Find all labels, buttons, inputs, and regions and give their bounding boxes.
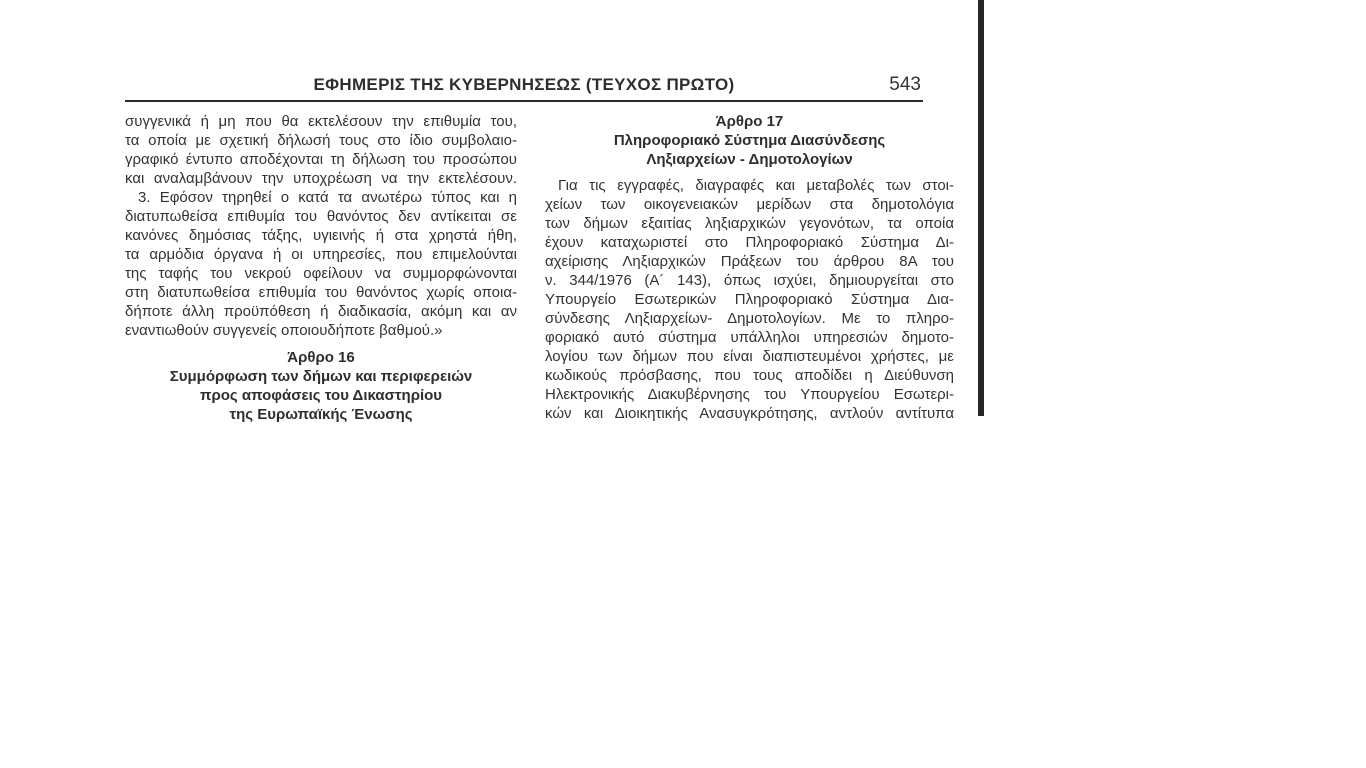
text-line: συγγενικά ή μη που θα εκτελέσουν την επιθυμία του,: [125, 113, 517, 130]
heading-line: προς αποφάσεις του Δικαστηρίου: [199, 387, 443, 404]
text-line: τα οποία με σχετική δήλωσή τους στο ίδιο συμβολαιο-: [125, 132, 517, 149]
text-line: σύνδεσης Ληξιαρχείων- Δημοτολογίων. Με το πληρο-: [545, 310, 954, 327]
text-line: κών και Διοικητικής Ανασυγκρότησης, αντλούν αντίτυπα: [545, 405, 954, 422]
paragraph-continuation: [125, 112, 517, 188]
text-line: Για τις εγγραφές, διαγραφές και μεταβολές των στοι-: [558, 177, 954, 194]
text-line: λογίου των δήμων που είναι διαπιστευμένοι χρήστες, με: [545, 348, 954, 365]
text-line: κανόνες δημόσιας τάξης, υγιεινής ή στα χρηστά ήθη,: [125, 227, 517, 244]
text-line: στη διατυπωθείσα επιθυμία του θανόντος χωρίς οποια-: [125, 284, 517, 301]
paragraph-3: [125, 188, 517, 340]
page-number: 543: [889, 74, 921, 95]
article-17-heading: [545, 112, 954, 169]
text-line: τα αρμόδια όργανα ή οι υπηρεσίες, που επιμελούνται: [125, 246, 517, 263]
vertical-divider-bar: [978, 0, 984, 416]
page-header: [125, 70, 923, 102]
text-line: διατυπωθείσα επιθυμία του θανόντος δεν αντίκειται σε: [125, 208, 517, 225]
text-line: φοριακό αυτό σύστημα υπάλληλοι υπηρεσιών δημοτο-: [545, 329, 954, 346]
heading-line: Άρθρο 17: [715, 113, 784, 130]
text-line: αχείρισης Ληξιαρχικών Πράξεων του άρθρου 8Α του: [545, 253, 954, 270]
text-line: των δήμων εξαιτίας ληξιαρχικών γεγονότων, τα οποία: [545, 215, 954, 232]
text-line: και αναλαμβάνουν την υποχρέωση να την εκτελέσουν.: [125, 170, 517, 187]
text-line: χείων των οικογενειακών μερίδων στα δημοτολόγια: [545, 196, 954, 213]
heading-line: Ληξιαρχείων - Δημοτολογίων: [646, 151, 853, 168]
text-line: Υπουργείο Εσωτερικών Πληροφοριακό Σύστημα Δια-: [545, 291, 954, 308]
text-line: Ηλεκτρονικής Διακυβέρνησης του Υπουργείου Εσωτερι-: [545, 386, 954, 403]
text-line: 3. Εφόσον τηρηθεί ο κατά τα ανωτέρω τύπος και η: [138, 189, 517, 206]
text-line: δήποτε άλλη προϋπόθεση ή διαδικασία, ακόμη και αν: [125, 303, 517, 320]
article-17-paragraph: [545, 176, 954, 423]
heading-line: Πληροφοριακό Σύστημα Διασύνδεσης: [613, 132, 886, 149]
text-line: της ταφής του νεκρού οφείλουν να συμμορφώνονται: [125, 265, 517, 282]
text-line: γραφικό έντυπο αποδέχονται τη δήλωση του προσώπου: [125, 151, 517, 168]
article-16-heading: [125, 348, 517, 424]
right-column: [545, 112, 954, 423]
left-column: [125, 112, 517, 424]
heading-line: Συμμόρφωση των δήμων και περιφερειών: [169, 368, 473, 385]
text-line: ν. 344/1976 (Α´ 143), όπως ισχύει, δημιουργείται στο: [545, 272, 954, 289]
heading-line: της Ευρωπαϊκής Ένωσης: [229, 406, 413, 423]
text-line: έχουν καταχωριστεί στο Πληροφοριακό Σύστημα Δι-: [545, 234, 954, 251]
heading-line: Άρθρο 16: [287, 349, 355, 366]
text-line: εναντιωθούν συγγενείς οποιουδήποτε βαθμού.»: [125, 322, 443, 339]
text-line: κωδικούς πρόσβασης, που τους αποδίδει η Διεύθυνση: [545, 367, 954, 384]
gazette-title: ΕΦΗΜΕΡΙΣ ΤΗΣ ΚΥΒΕΡΝΗΣΕΩΣ (ΤΕΥΧΟΣ ΠΡΩΤΟ): [313, 75, 735, 94]
